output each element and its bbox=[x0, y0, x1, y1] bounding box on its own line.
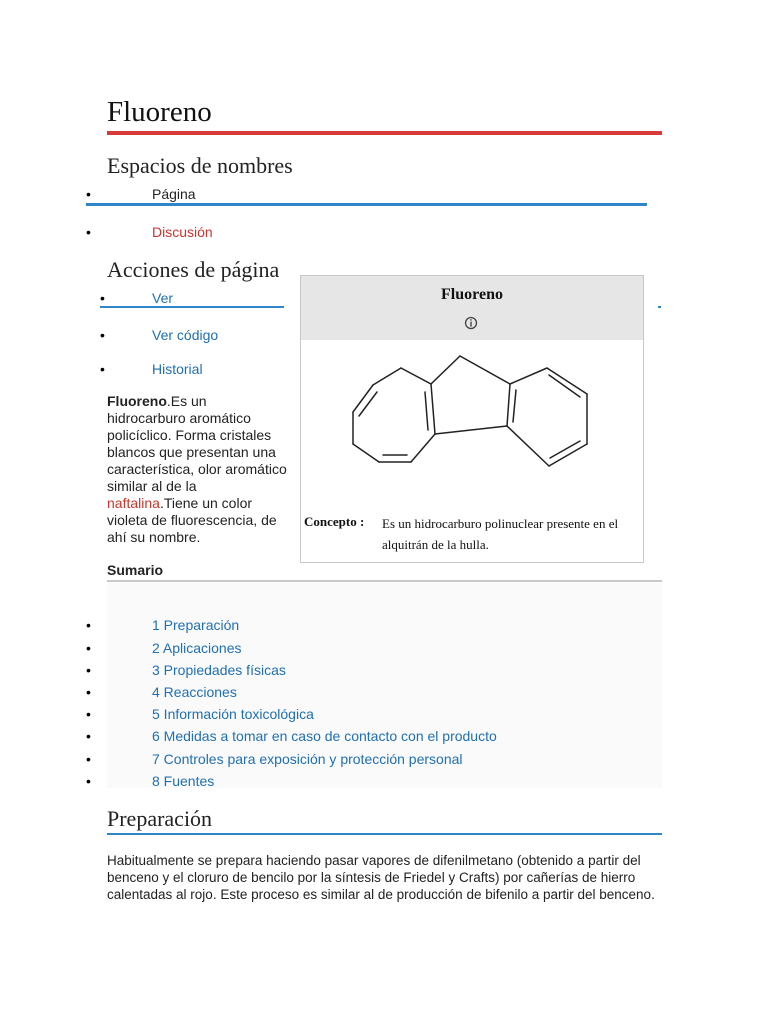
section-paragraph: Habitualmente se prepara haciendo pasar vapores de difenilmetano (obtenido a partir del benceno y el cloruro de bencilo por la síntesis de Friedel y Crafts) por cañerías de hierro calentadas al rojo. Este proceso es similar al de producción de bifenilo a partir del benceno. bbox=[107, 853, 655, 902]
title-divider bbox=[107, 131, 662, 135]
actions-heading: Acciones de página bbox=[107, 257, 280, 282]
namespaces-heading: Espacios de nombres bbox=[107, 153, 293, 178]
bullet bbox=[86, 186, 91, 202]
toc-item[interactable]: 6 Medidas a tomar en caso de contacto con el producto bbox=[152, 728, 497, 744]
infobox-title: Fluoreno bbox=[441, 286, 503, 303]
page-title: Fluoreno bbox=[107, 96, 212, 128]
toc-item[interactable]: 2 Aplicaciones bbox=[152, 640, 242, 656]
action-historial[interactable]: Historial bbox=[152, 361, 203, 377]
section-divider bbox=[107, 833, 662, 835]
action-ver[interactable]: Ver bbox=[152, 290, 174, 306]
toc-divider bbox=[107, 580, 662, 582]
info-circle-icon[interactable] bbox=[464, 316, 478, 330]
bullet bbox=[86, 751, 91, 767]
bullet bbox=[86, 617, 91, 633]
naftalina-link[interactable]: naftalina bbox=[107, 495, 160, 511]
action-ver-codigo[interactable]: Ver código bbox=[152, 327, 219, 343]
intro-term: Fluoreno bbox=[107, 393, 167, 409]
toc-item[interactable]: 3 Propiedades físicas bbox=[152, 662, 286, 678]
action-underline-end bbox=[658, 306, 661, 308]
toc-item[interactable]: 5 Información toxicológica bbox=[152, 706, 314, 722]
intro-text-2: .Tiene un color violeta de fluorescencia, de ahí su nombre. bbox=[107, 495, 277, 545]
bullet bbox=[86, 706, 91, 722]
infobox-label: Concepto : bbox=[304, 514, 365, 529]
bullet bbox=[86, 224, 91, 240]
infobox bbox=[300, 275, 644, 563]
bullet bbox=[86, 728, 91, 744]
toc-heading: Sumario bbox=[107, 562, 164, 578]
tab-underline bbox=[86, 203, 647, 206]
section-heading: Preparación bbox=[107, 806, 213, 831]
bullet bbox=[86, 773, 91, 789]
tab-discusion[interactable]: Discusión bbox=[152, 224, 213, 240]
bullet bbox=[100, 361, 105, 377]
bullet bbox=[100, 290, 105, 306]
toc-item[interactable]: 7 Controles para exposición y protección personal bbox=[152, 751, 463, 767]
toc-item[interactable]: 4 Reacciones bbox=[152, 684, 237, 700]
intro-paragraph bbox=[107, 393, 287, 546]
bullet bbox=[86, 640, 91, 656]
intro-text-1: .Es un hidrocarburo aromático policíclico. Forma cristales blancos que presentan una característica, olor aromático similar al de la bbox=[107, 393, 287, 494]
bullet bbox=[86, 662, 91, 678]
bullet bbox=[100, 327, 105, 343]
toc-item[interactable]: 1 Preparación bbox=[152, 617, 240, 633]
action-underline bbox=[100, 306, 284, 308]
toc-item[interactable]: 8 Fuentes bbox=[152, 773, 215, 789]
tab-pagina[interactable]: Página bbox=[152, 186, 196, 202]
fluorene-structure-lines bbox=[349, 354, 593, 489]
bullet bbox=[86, 684, 91, 700]
infobox-value: Es un hidrocarburo polinuclear presente en el alquitrán de la hulla. bbox=[382, 516, 619, 552]
